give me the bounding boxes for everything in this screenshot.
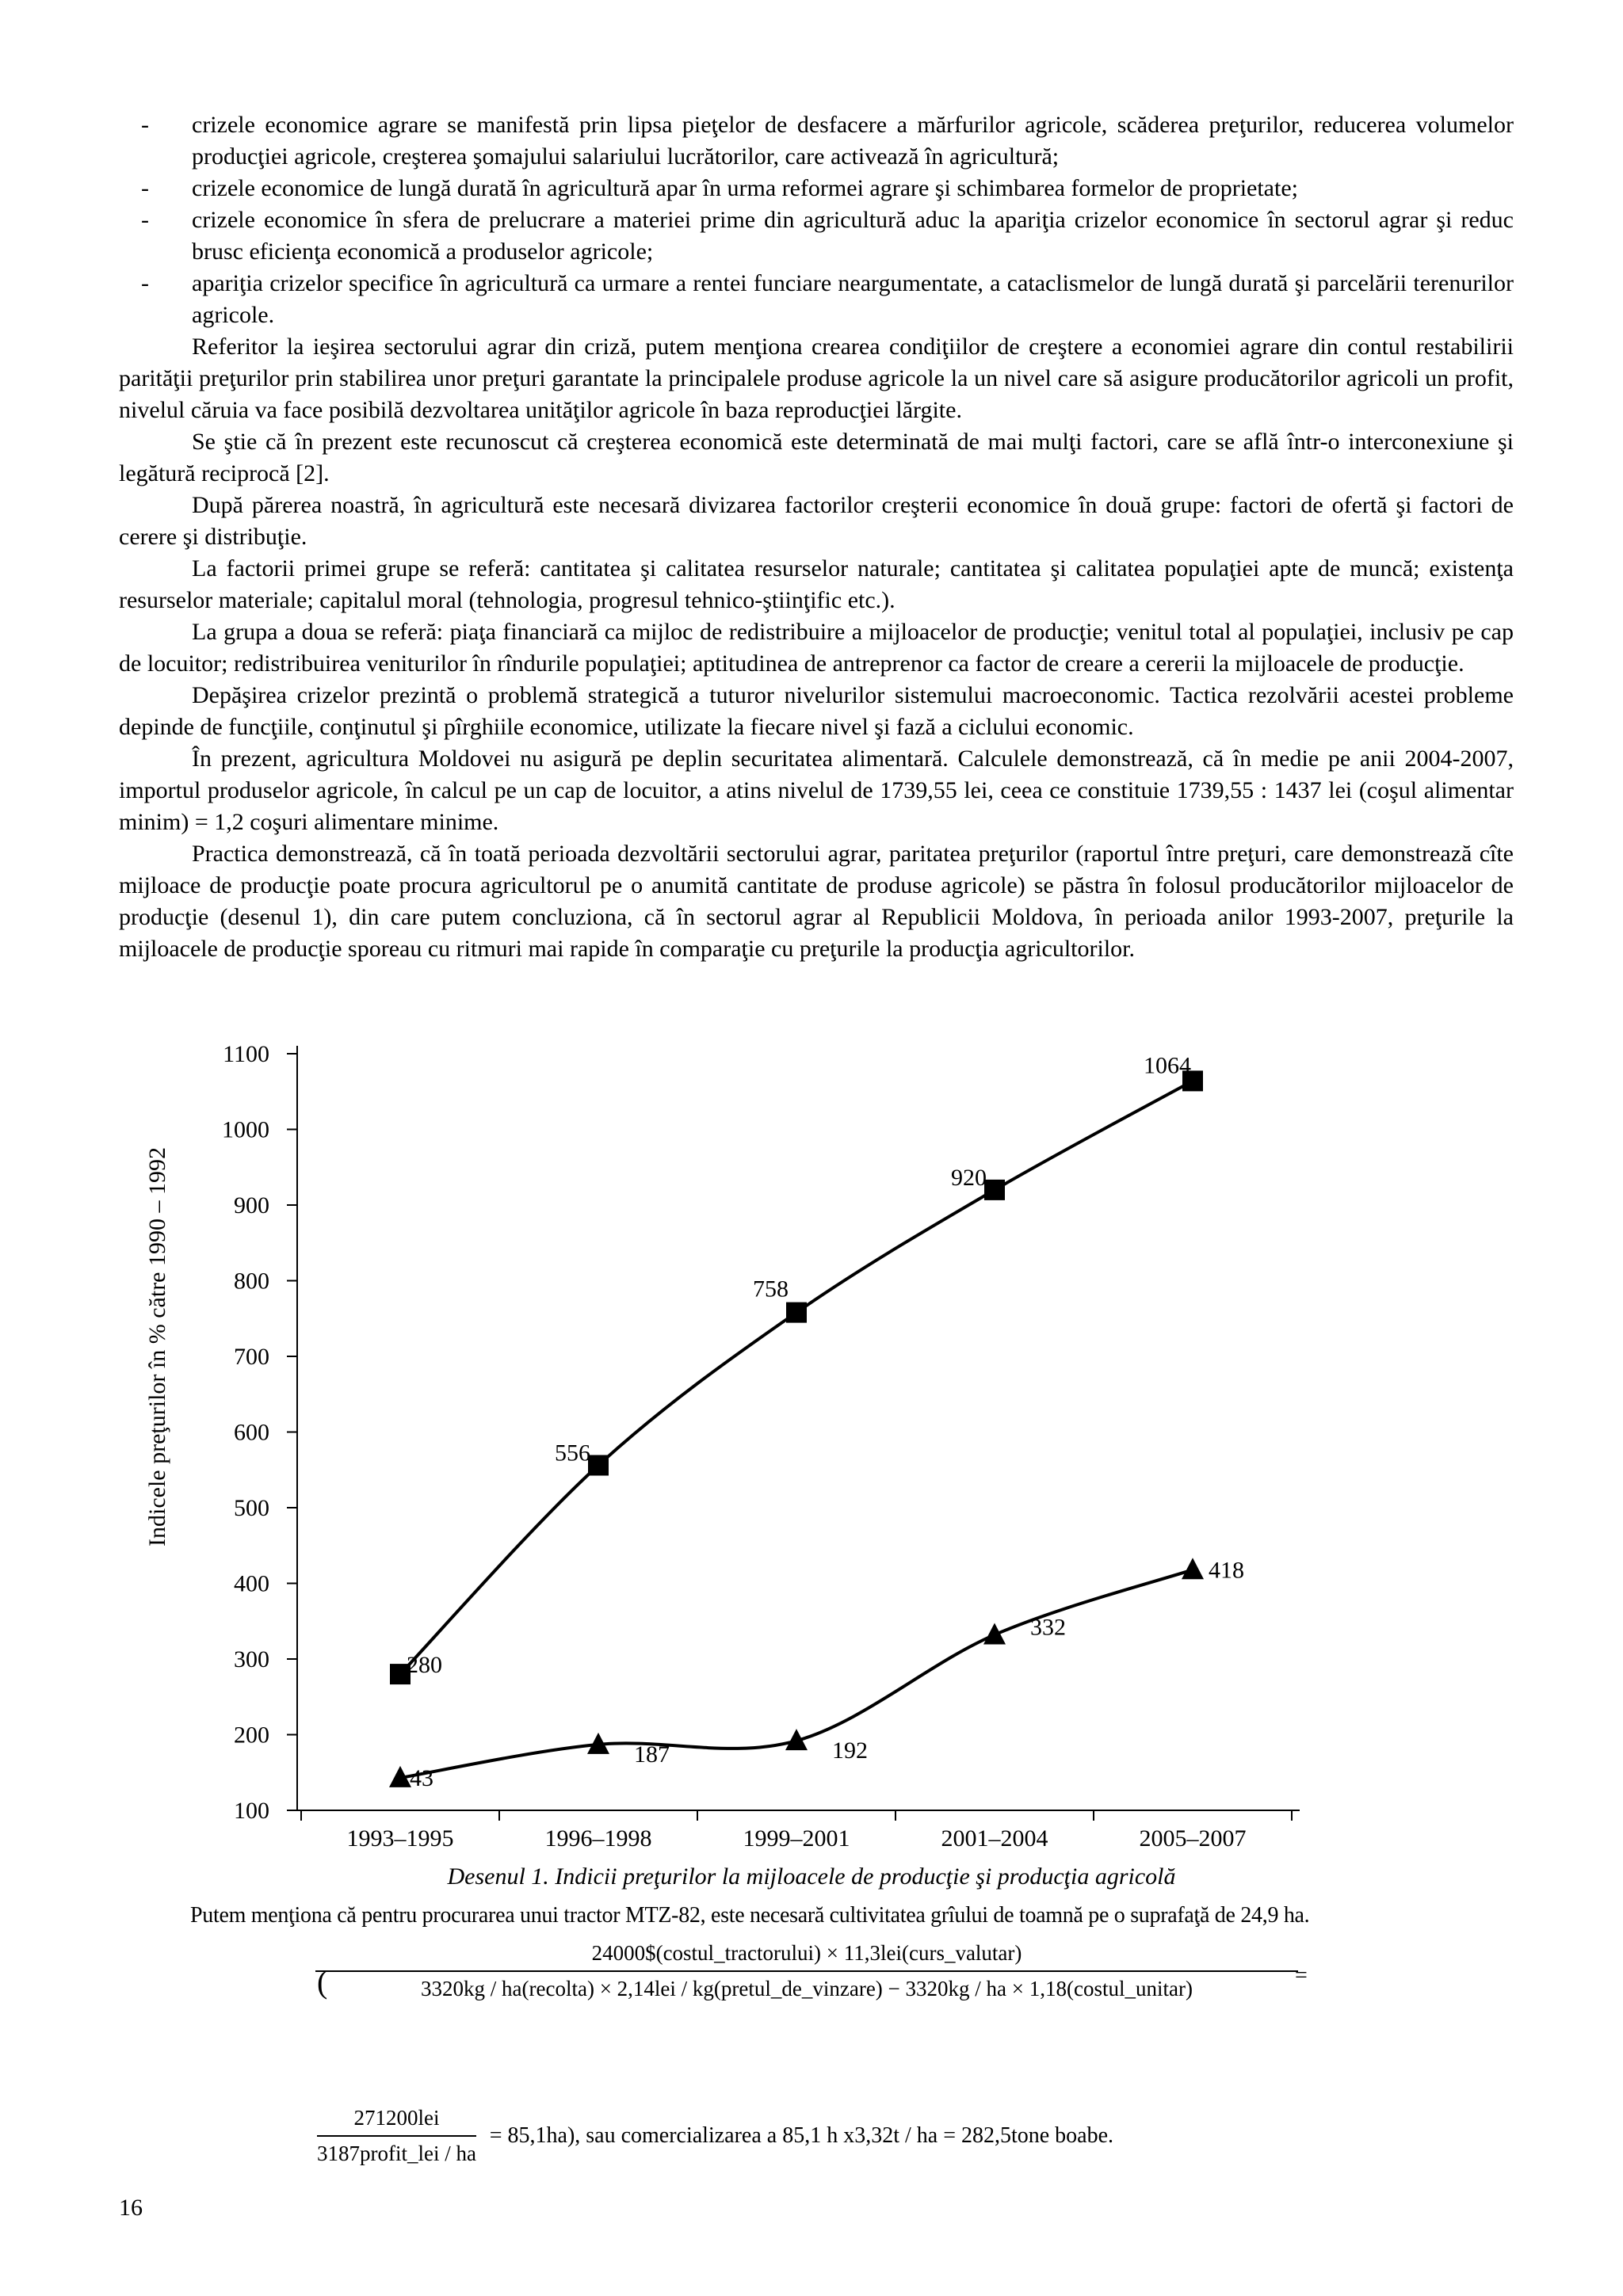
- note-text: Putem menţiona că pentru procurarea unui tractor MTZ-82, este necesară cultivitatea grîului de toamnă pe o suprafaţă de 24,9 ha.: [190, 1903, 1310, 1928]
- series-markers: [389, 1070, 1204, 1787]
- formula-2-fraction: [317, 2106, 476, 2166]
- y-tick-label: 100: [234, 1798, 269, 1824]
- y-tick-label: 600: [234, 1419, 269, 1446]
- bullet-item: - crizele economice agrare se manifestă prin lipsa pieţelor de desfacere a mărfurilor agricole, scăderea preţurilor, reducerea volumelor producţiei agricole, creşterea şomajului salariului lucrătorilor, care activează în agricultură;: [119, 109, 1514, 173]
- x-tick-label: 1999–2001: [743, 1825, 850, 1852]
- bullet-item: - apariţia crizelor specifice în agricultură ca urmare a rentei funciare neargumentate, a cataclismelor de lungă durată şi parcelării terenurilor agricole.: [119, 268, 1514, 331]
- paragraph: Depăşirea crizelor prezintă o problemă strategică a tuturor nivelurilor sistemului macroeconomic. Tactica rezolvării acestei probleme depinde de funcţiile, conţinutul şi pîrghiile economice, utilizate la fiecare nivel şi fază a ciclului economic.: [119, 682, 1514, 740]
- formula-2: [317, 2106, 1113, 2166]
- triangle-marker: [1182, 1558, 1204, 1579]
- paragraph: După părerea noastră, în agricultură este necesară divizarea factorilor creşterii economice în două grupe: factori de ofertă şi factori de cerere şi distribuţie.: [119, 492, 1514, 550]
- paragraph: Practica demonstrează, că în toată perioada dezvoltării sectorului agrar, paritatea preţurilor (raportul între preţuri, care demonstrează cîte mijloace de producţie poate procura agricultorul pe o anumită cantitate de produse agricole) se păstra în folosul producătorilor mijloacelor de producţie (desenul 1), din care putem concluziona, că în sectorul agrar al Republicii Moldova, în perioada anilor 1993-2007, preţurile la mijloacele de producţie sporeau cu ritmuri mai rapide în comparaţie cu preţurile la producţia agricultorilor.: [119, 841, 1514, 962]
- bullet-dash: -: [141, 175, 149, 201]
- figure-caption: Desenul 1. Indicii preţurilor la mijloacele de producţie şi producţia agricolă: [447, 1863, 1176, 1890]
- y-tick-label: 700: [234, 1344, 269, 1370]
- data-point-label: 556: [555, 1440, 590, 1466]
- x-tick-label: 2001–2004: [941, 1825, 1048, 1852]
- formula-1-equals: =: [1295, 1963, 1308, 1988]
- data-point-label: 192: [832, 1737, 868, 1764]
- bullet-dash: -: [141, 112, 149, 138]
- bullet-list: [119, 109, 1514, 331]
- y-tick-label: 1000: [222, 1116, 269, 1143]
- bullet-item: - crizele economice de lungă durată în agricultură apar în urma reformei agrare şi schimbarea formelor de proprietate;: [119, 173, 1514, 204]
- data-point-label: 280: [407, 1652, 442, 1679]
- document-body: [119, 109, 1514, 965]
- chart-svg: [119, 1030, 1308, 1854]
- formula-1-numerator: 24000$(costul_tractorului) × 11,3lei(curs_valutar): [591, 1941, 1022, 1965]
- data-point-label: 43: [410, 1764, 433, 1791]
- data-point-label: 418: [1209, 1557, 1244, 1584]
- formula-2-result: = 85,1ha), sau comercializarea a 85,1 h x3,32t / ha = 282,5tone boabe.: [489, 2123, 1114, 2148]
- y-tick-label: 800: [234, 1268, 269, 1295]
- series-lines: [400, 1081, 1193, 1778]
- square-marker: [984, 1180, 1005, 1200]
- paragraph: În prezent, agricultura Moldovei nu asigură pe deplin securitatea alimentară. Calculele demonstrează, că în medie pe anii 2004-2007, importul produselor agricole, în calcul pe un cap de locuitor, a atins nivelul de 1739,55 lei, ceea ce constituie 1739,55 : 1437 lei (coşul alimentar minim) = 1,2 coşuri alimentare minime.: [119, 746, 1514, 835]
- chart-axes: [287, 1046, 1300, 1821]
- series-line-square: [400, 1081, 1193, 1674]
- y-tick-label: 1100: [223, 1041, 269, 1067]
- data-point-label: 920: [951, 1164, 987, 1191]
- bullet-dash: -: [141, 207, 149, 233]
- data-point-label: 332: [1030, 1614, 1066, 1641]
- y-tick-label: 500: [234, 1495, 269, 1521]
- fraction-bar: [315, 1970, 1298, 1972]
- bullet-item: - crizele economice în sfera de prelucrare a materiei prime din agricultură aduc la apariţia crizelor economice în sectorul agrar şi reduc brusc eficienţa economică a produselor agricole;: [119, 204, 1514, 268]
- y-tick-label: 200: [234, 1722, 269, 1749]
- y-tick-label: 900: [234, 1192, 269, 1219]
- x-tick-label: 1993–1995: [346, 1825, 454, 1852]
- data-point-label: 187: [634, 1741, 670, 1768]
- data-point-label: 1064: [1144, 1052, 1191, 1079]
- paragraph: La factorii primei grupe se referă: cantitatea şi calitatea resurselor naturale; cantitatea şi calitatea populaţiei apte de muncă; existenţa resurselor materiale; capitalul moral (tehnologia, progresul tehnico-ştiinţific etc.).: [119, 555, 1514, 613]
- y-axis-label: Indicele preţurilor în % către 1990 – 1992: [144, 1147, 170, 1547]
- bullet-dash: -: [141, 270, 149, 296]
- x-tick-label: 1996–1998: [544, 1825, 652, 1852]
- triangle-marker: [983, 1623, 1006, 1644]
- formula-2-denominator: 3187profit_lei / ha: [317, 2142, 476, 2165]
- paragraph: Referitor la ieşirea sectorului agrar din criză, putem menţiona crearea condiţiilor de creştere a economiei agrare din contul restabilirii parităţii preţurilor prin stabilirea unor preţuri garantate la principalele produse agricole la un nivel care să asigure producătorilor agricoli un profit, nivelul căruia va face posibilă dezvoltarea unităţilor agricole în baza reproducţiei lărgite.: [119, 334, 1514, 423]
- formula-open-paren: (: [317, 1964, 328, 2000]
- price-index-chart: [119, 1030, 1308, 1854]
- fraction-bar: [317, 2135, 476, 2137]
- page-number: 16: [119, 2195, 143, 2221]
- square-marker: [588, 1455, 609, 1476]
- formula-1: [315, 1941, 1298, 2001]
- y-tick-labels: [222, 1041, 269, 1824]
- formula-2-numerator: 271200lei: [353, 2106, 440, 2130]
- data-point-label: 758: [753, 1276, 789, 1302]
- paragraph: La grupa a doua se referă: piaţa financiară ca mijloc de redistribuire a mijloacelor de producţie; venitul total al populaţiei, inclusiv pe cap de locuitor; redistribuirea veniturilor în rîndurile populaţiei; aptitudinea de antreprenor ca factor de creare a cererii la mijloacele de producţie.: [119, 619, 1514, 677]
- x-tick-labels: [347, 1825, 1247, 1852]
- x-tick-label: 2005–2007: [1139, 1825, 1247, 1852]
- square-marker: [786, 1302, 807, 1323]
- formula-1-denominator: 3320kg / ha(recolta) × 2,14lei / kg(pretul_de_vinzare) − 3320kg / ha × 1,18(costul_unitar): [421, 1977, 1193, 2000]
- y-tick-label: 300: [234, 1646, 269, 1672]
- y-tick-label: 400: [234, 1570, 269, 1597]
- paragraph: Se ştie că în prezent este recunoscut că creşterea economică este determinată de mai mulţi factori, care se află într-o interconexiune şi legătură reciprocă [2].: [119, 429, 1514, 486]
- point-labels: [407, 1052, 1244, 1791]
